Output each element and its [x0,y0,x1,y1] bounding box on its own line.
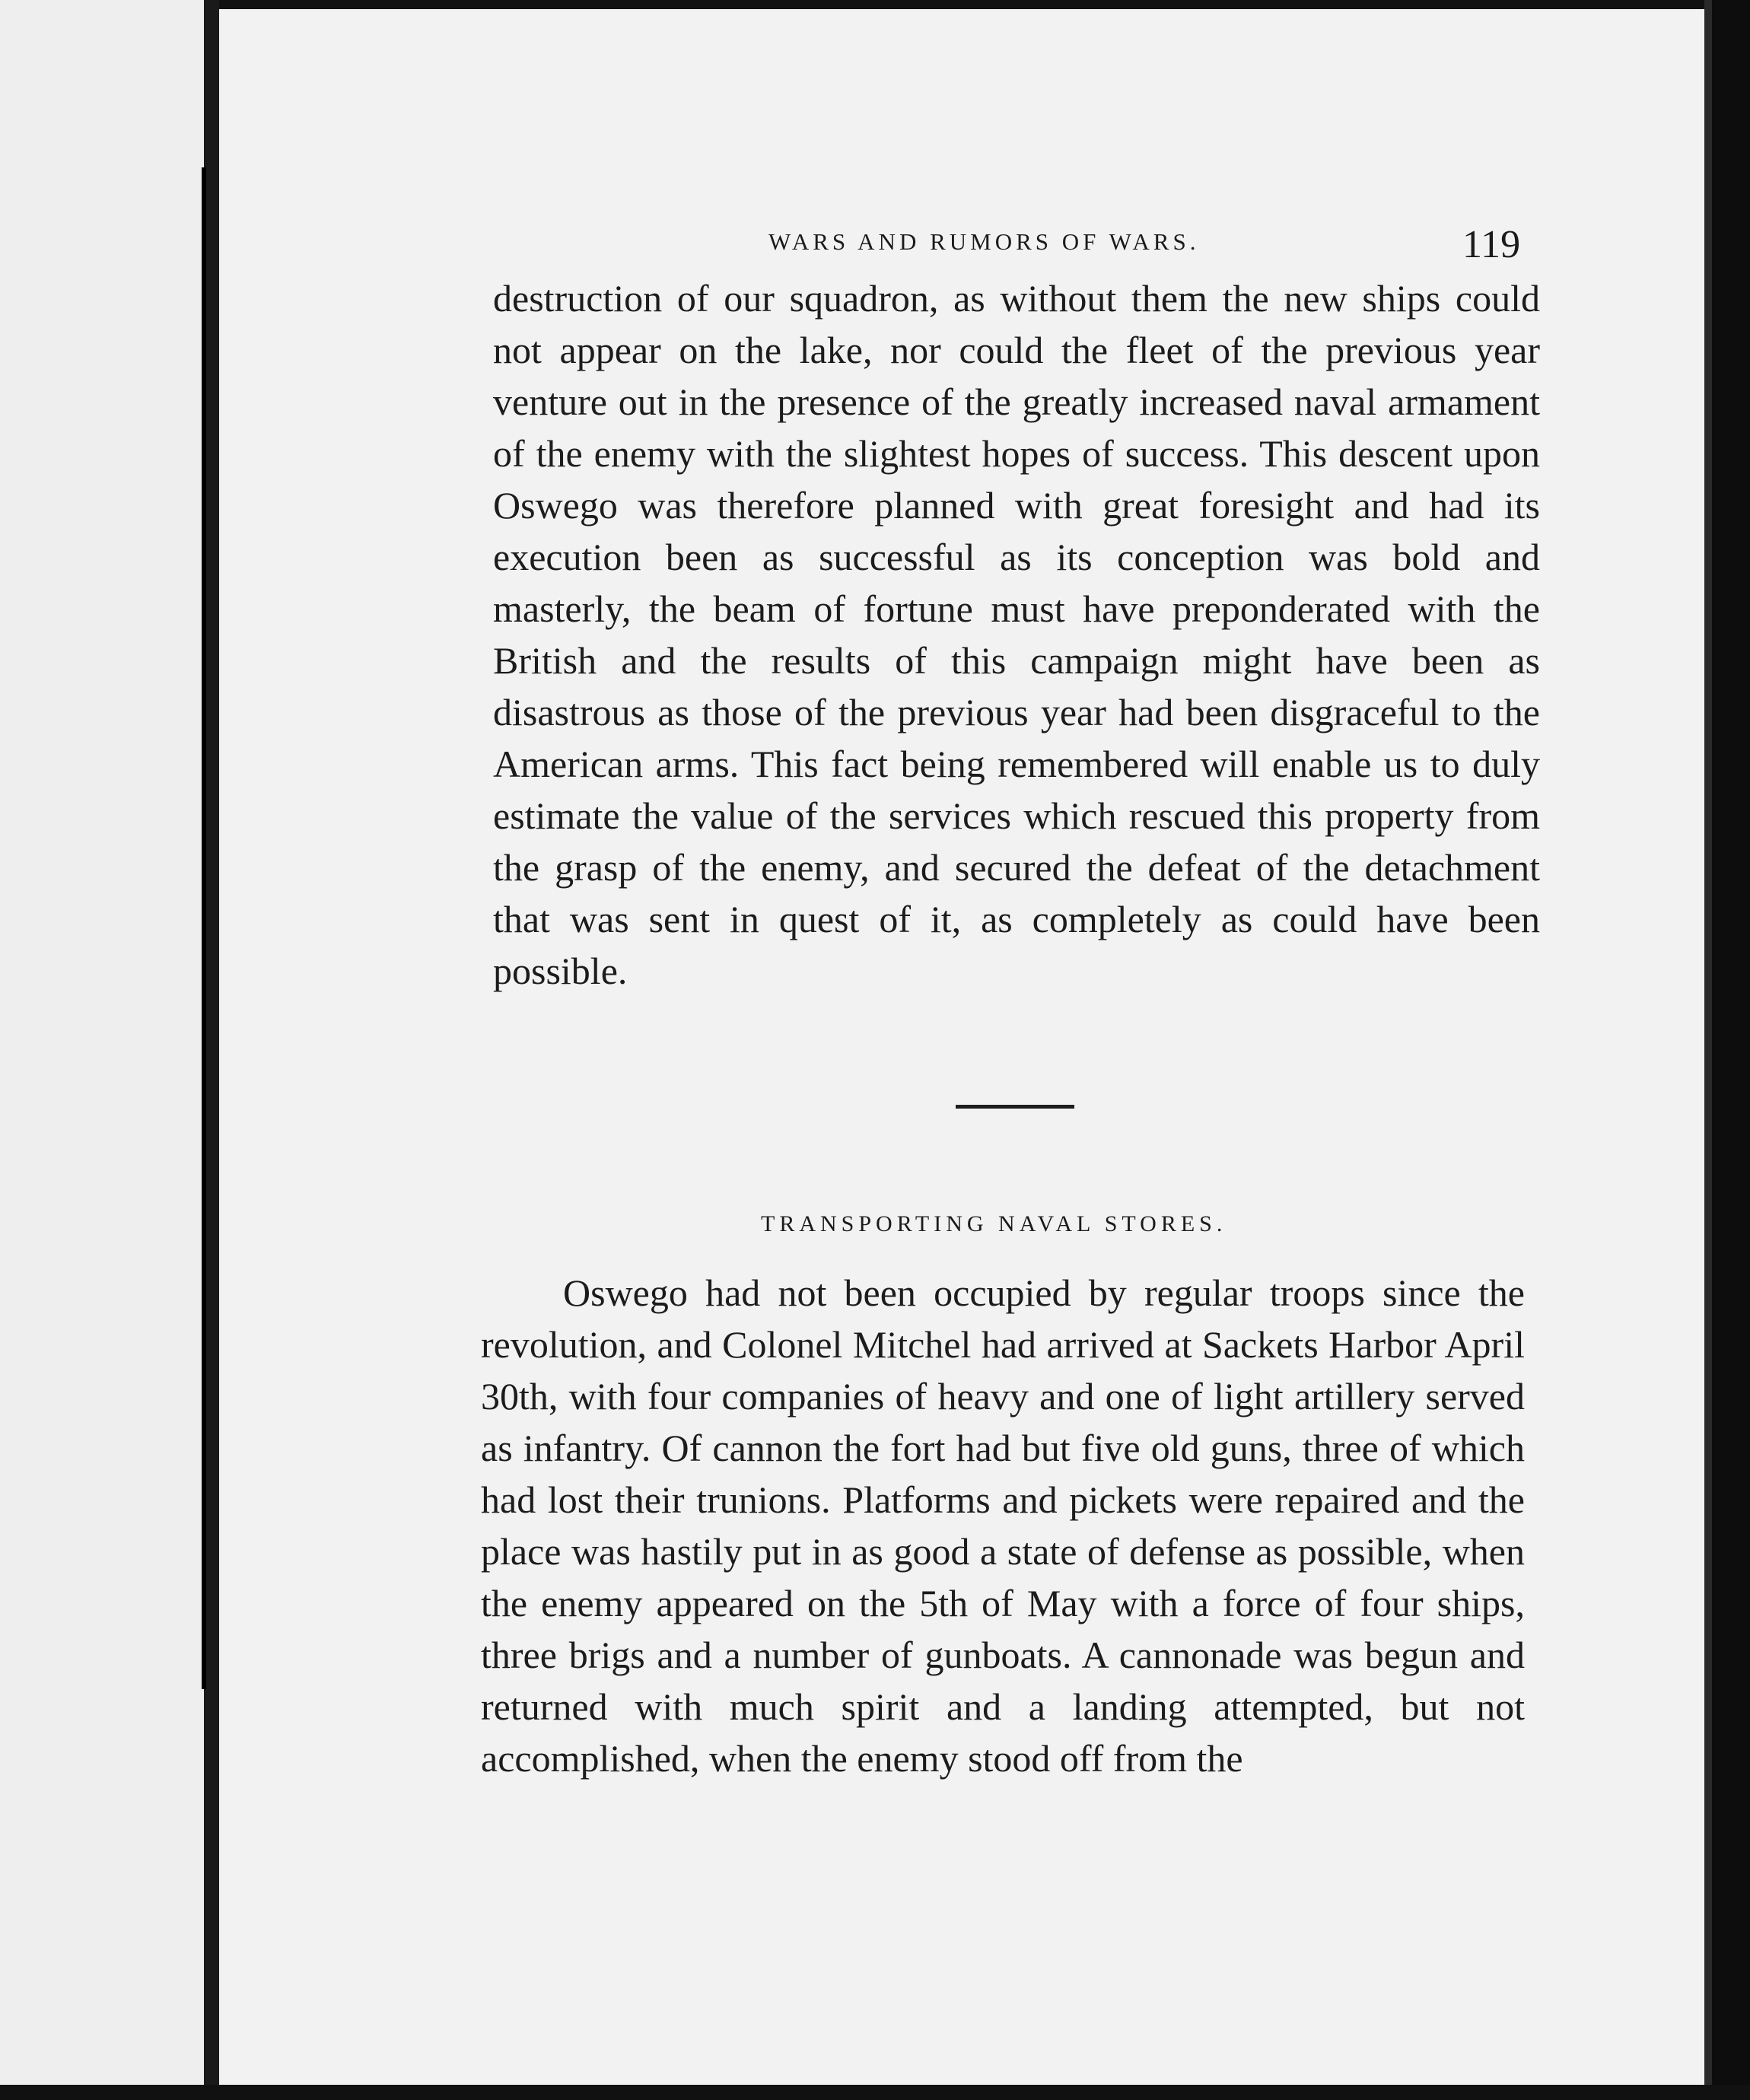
body-paragraph: Oswego had not been occupied by regular troops since the revolution, and Colonel Mitchel had arrived at Sackets Harbor April 30th, with four companies of heavy and one of light artillery served as infantry. Of cannon the fort had but five old guns, three of which had lost their trunions. Platforms and pickets were repaired and the place was hastily put in as good a state of defense as possible, when the enemy appeared on the 5th of May with a force of four ships, three brigs and a number of gunboats. A cannonade was begun and returned with much spirit and a landing attempted, but not accomplished, when the enemy stood off from the [481,1271,1525,1780]
section-heading: TRANSPORTING NAVAL STORES. [761,1211,1227,1236]
page-number: 119 [1462,223,1521,266]
scan-border-right [1712,0,1750,2100]
book-spine [204,0,219,2100]
running-head: WARS AND RUMORS OF WARS. [768,228,1200,255]
body-paragraph: destruction of our squadron, as without them the new ships could not appear on the lake, nor could the fleet of the previous year venture out in the presence of the greatly increased naval armament of the enemy with the slightest hopes of success. This descent upon Oswego was therefore planned with great foresight and had its execution been as successful as its conception was bold and masterly, the beam of fortune must have preponderated with the British and the results of this campaign might have been as disastrous as those of the previous year had been disgraceful to the American arms. This fact being remembered will enable us to duly estimate the value of the services which rescued this property from the grasp of the enemy, and secured the defeat of the detachment that was sent in quest of it, as completely as could have been possible. [493,277,1540,992]
facing-page-edge [0,0,204,2100]
section-divider [956,1105,1074,1109]
scan-border-top [0,0,1750,9]
scan-border-bottom [0,2085,1750,2100]
spine-shadow [202,167,206,1689]
